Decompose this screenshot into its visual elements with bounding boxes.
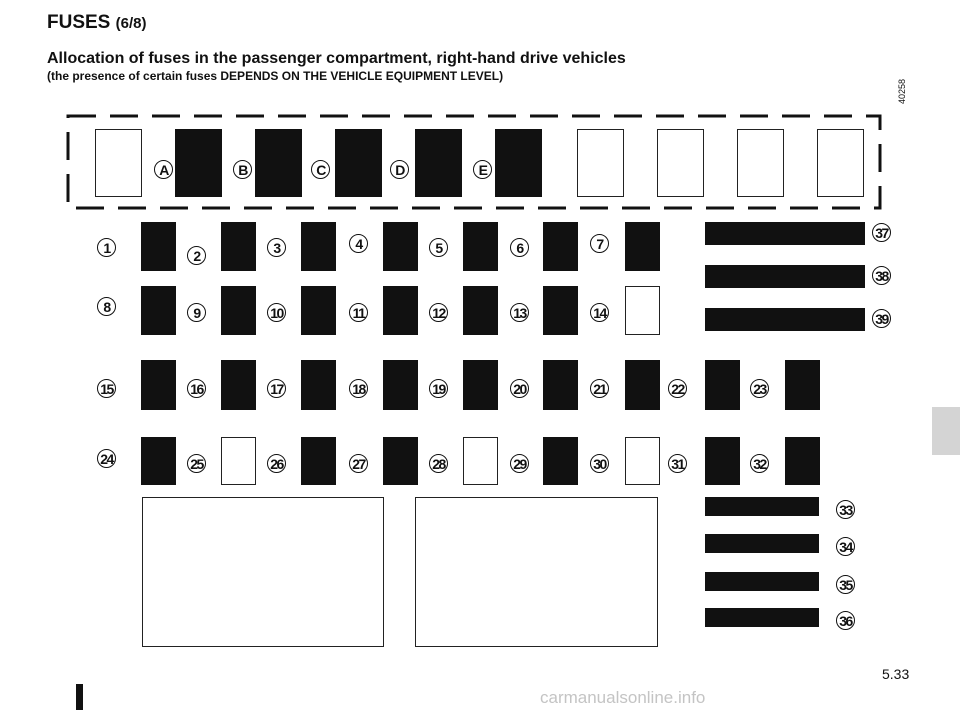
fuse-number-1-text: 1: [103, 239, 110, 256]
fuse-slot-15: [141, 360, 176, 410]
fuse-number-32: [750, 454, 769, 473]
fuse-number-33-text: 33: [839, 501, 852, 518]
fuse-number-37-text: 37: [875, 224, 888, 241]
fuse-number-11: [349, 303, 368, 322]
fuse-number-18: [349, 379, 368, 398]
fuse-number-34-text: 34: [839, 538, 852, 555]
fuse-slot-22: [705, 360, 740, 410]
fuse-slot-24: [141, 437, 176, 485]
fuse-slot-30: [625, 437, 660, 485]
relay-slot-5: [415, 129, 462, 197]
fuse-number-2-text: 2: [193, 247, 200, 264]
fuse-number-2: [187, 246, 206, 265]
fuse-slot-13: [543, 286, 578, 335]
fuse-slot-14: [625, 286, 660, 335]
fuse-slot-21: [625, 360, 660, 410]
fuse-number-20: [510, 379, 529, 398]
fuse-number-27-text: 27: [352, 455, 365, 472]
fuse-slot-11: [383, 286, 418, 335]
fuse-number-25-text: 25: [190, 455, 203, 472]
fuse-number-35-text: 35: [839, 576, 852, 593]
fuse-number-29-text: 29: [513, 455, 526, 472]
fuse-number-34: [836, 537, 855, 556]
fuse-number-11-text: 11: [352, 304, 365, 321]
fuse-number-3-text: 3: [273, 239, 280, 256]
fuse-slot-35: [705, 572, 819, 591]
fuse-number-8-text: 8: [103, 298, 110, 315]
housing-left: [142, 497, 384, 647]
fuse-number-12-text: 12: [432, 304, 445, 321]
fuse-slot-39: [705, 308, 865, 331]
fuse-number-25: [187, 454, 206, 473]
relay-slot-7: [577, 129, 624, 197]
fuse-number-20-text: 20: [513, 380, 526, 397]
fuse-slot-29: [543, 437, 578, 485]
fuse-number-8: [97, 297, 116, 316]
relay-slot-4: [335, 129, 382, 197]
relay-label-b: [233, 160, 252, 179]
page-title: [47, 12, 146, 34]
fuse-number-6: [510, 238, 529, 257]
fuse-slot-36: [705, 608, 819, 627]
fuse-slot-17: [301, 360, 336, 410]
fuse-slot-16: [221, 360, 256, 410]
fuse-slot-32: [785, 437, 820, 485]
relay-label-c-text: C: [316, 161, 325, 178]
fuse-number-7-text: 7: [596, 235, 603, 252]
fuse-slot-7: [625, 222, 660, 271]
fuse-slot-1: [141, 222, 176, 271]
fuse-number-24-text: 24: [100, 450, 113, 467]
relay-label-e-text: E: [478, 161, 487, 178]
fuse-number-10-text: 10: [270, 304, 283, 321]
fuse-number-28-text: 28: [432, 455, 445, 472]
page-number: 5.33: [882, 666, 910, 682]
fuse-slot-8: [141, 286, 176, 335]
fuse-number-38-text: 38: [875, 267, 888, 284]
relay-label-d: [390, 160, 409, 179]
fuse-slot-31: [705, 437, 740, 485]
fuse-number-16: [187, 379, 206, 398]
section-subtitle: Allocation of fuses in the passenger compartment, right-hand drive vehicles: [47, 50, 626, 67]
fuse-number-9: [187, 303, 206, 322]
fuse-number-14-text: 14: [593, 304, 606, 321]
fuse-slot-23: [785, 360, 820, 410]
page-marker: [76, 684, 83, 710]
fuse-number-10: [267, 303, 286, 322]
fuse-number-32-text: 32: [753, 455, 766, 472]
relay-label-e: [473, 160, 492, 179]
equipment-note: (the presence of certain fuses DEPENDS ON THE VEHICLE EQUIPMENT LEVEL): [47, 69, 504, 83]
relay-label-d-text: D: [395, 161, 404, 178]
title-text: FUSES: [47, 12, 111, 33]
fuse-slot-2: [221, 222, 256, 271]
fuse-number-15-text: 15: [100, 380, 113, 397]
fuse-number-9-text: 9: [193, 304, 200, 321]
fuse-number-21: [590, 379, 609, 398]
fuse-number-4: [349, 234, 368, 253]
fuse-slot-38: [705, 265, 865, 288]
fuse-number-35: [836, 575, 855, 594]
fuse-slot-34: [705, 534, 819, 553]
fuse-slot-26: [301, 437, 336, 485]
watermark: carmanualsonline.info: [540, 688, 706, 707]
fuse-number-1: [97, 238, 116, 257]
fuse-number-19: [429, 379, 448, 398]
fuse-number-4-text: 4: [355, 235, 362, 252]
fuse-number-39-text: 39: [875, 310, 888, 327]
relay-slot-9: [737, 129, 784, 197]
relay-slot-3: [255, 129, 302, 197]
fuse-slot-10: [301, 286, 336, 335]
relay-slot-10: [817, 129, 864, 197]
relay-slot-8: [657, 129, 704, 197]
fuse-number-38: [872, 266, 891, 285]
fuse-number-33: [836, 500, 855, 519]
fuse-number-26: [267, 454, 286, 473]
fuse-number-17-text: 17: [270, 380, 283, 397]
fuse-slot-3: [301, 222, 336, 271]
relay-slot-6: [495, 129, 542, 197]
fuse-slot-9: [221, 286, 256, 335]
fuse-number-23-text: 23: [753, 380, 766, 397]
fuse-slot-28: [463, 437, 498, 485]
fuse-number-37: [872, 223, 891, 242]
relay-label-b-text: B: [238, 161, 247, 178]
fuse-number-26-text: 26: [270, 455, 283, 472]
title-part: (6/8): [115, 15, 147, 32]
fuse-number-12: [429, 303, 448, 322]
fuse-number-22-text: 22: [671, 380, 684, 397]
fuse-number-13: [510, 303, 529, 322]
fuse-slot-20: [543, 360, 578, 410]
fuse-number-27: [349, 454, 368, 473]
fuse-number-31: [668, 454, 687, 473]
fuse-number-7: [590, 234, 609, 253]
fuse-slot-33: [705, 497, 819, 516]
fuse-slot-19: [463, 360, 498, 410]
fuse-slot-25: [221, 437, 256, 485]
fuse-slot-6: [543, 222, 578, 271]
housing-right: [415, 497, 658, 647]
fuse-number-3: [267, 238, 286, 257]
fuse-number-21-text: 21: [593, 380, 606, 397]
fuse-number-30-text: 30: [593, 455, 606, 472]
figure-reference: 40258: [897, 78, 907, 104]
fuse-number-14: [590, 303, 609, 322]
fuse-number-23: [750, 379, 769, 398]
fuse-number-36: [836, 611, 855, 630]
fuse-slot-5: [463, 222, 498, 271]
fuse-number-24: [97, 449, 116, 468]
fuse-number-5-text: 5: [435, 239, 442, 256]
fuse-number-30: [590, 454, 609, 473]
fuse-slot-18: [383, 360, 418, 410]
fuse-number-31-text: 31: [671, 455, 684, 472]
chapter-tab: [932, 407, 960, 455]
fuse-number-16-text: 16: [190, 380, 203, 397]
fuse-number-28: [429, 454, 448, 473]
fuse-number-6-text: 6: [516, 239, 523, 256]
fuse-slot-37: [705, 222, 865, 245]
fuse-number-15: [97, 379, 116, 398]
relay-slot-1: [95, 129, 142, 197]
relay-label-a-text: A: [159, 161, 168, 178]
fuse-number-5: [429, 238, 448, 257]
fuse-number-19-text: 19: [432, 380, 445, 397]
relay-label-c: [311, 160, 330, 179]
fuse-slot-4: [383, 222, 418, 271]
fuse-number-17: [267, 379, 286, 398]
relay-label-a: [154, 160, 173, 179]
fuse-slot-12: [463, 286, 498, 335]
fuse-number-36-text: 36: [839, 612, 852, 629]
fuse-number-13-text: 13: [513, 304, 526, 321]
fuse-slot-27: [383, 437, 418, 485]
fuse-number-39: [872, 309, 891, 328]
relay-slot-2: [175, 129, 222, 197]
fuse-number-29: [510, 454, 529, 473]
fuse-number-22: [668, 379, 687, 398]
fuse-number-18-text: 18: [352, 380, 365, 397]
